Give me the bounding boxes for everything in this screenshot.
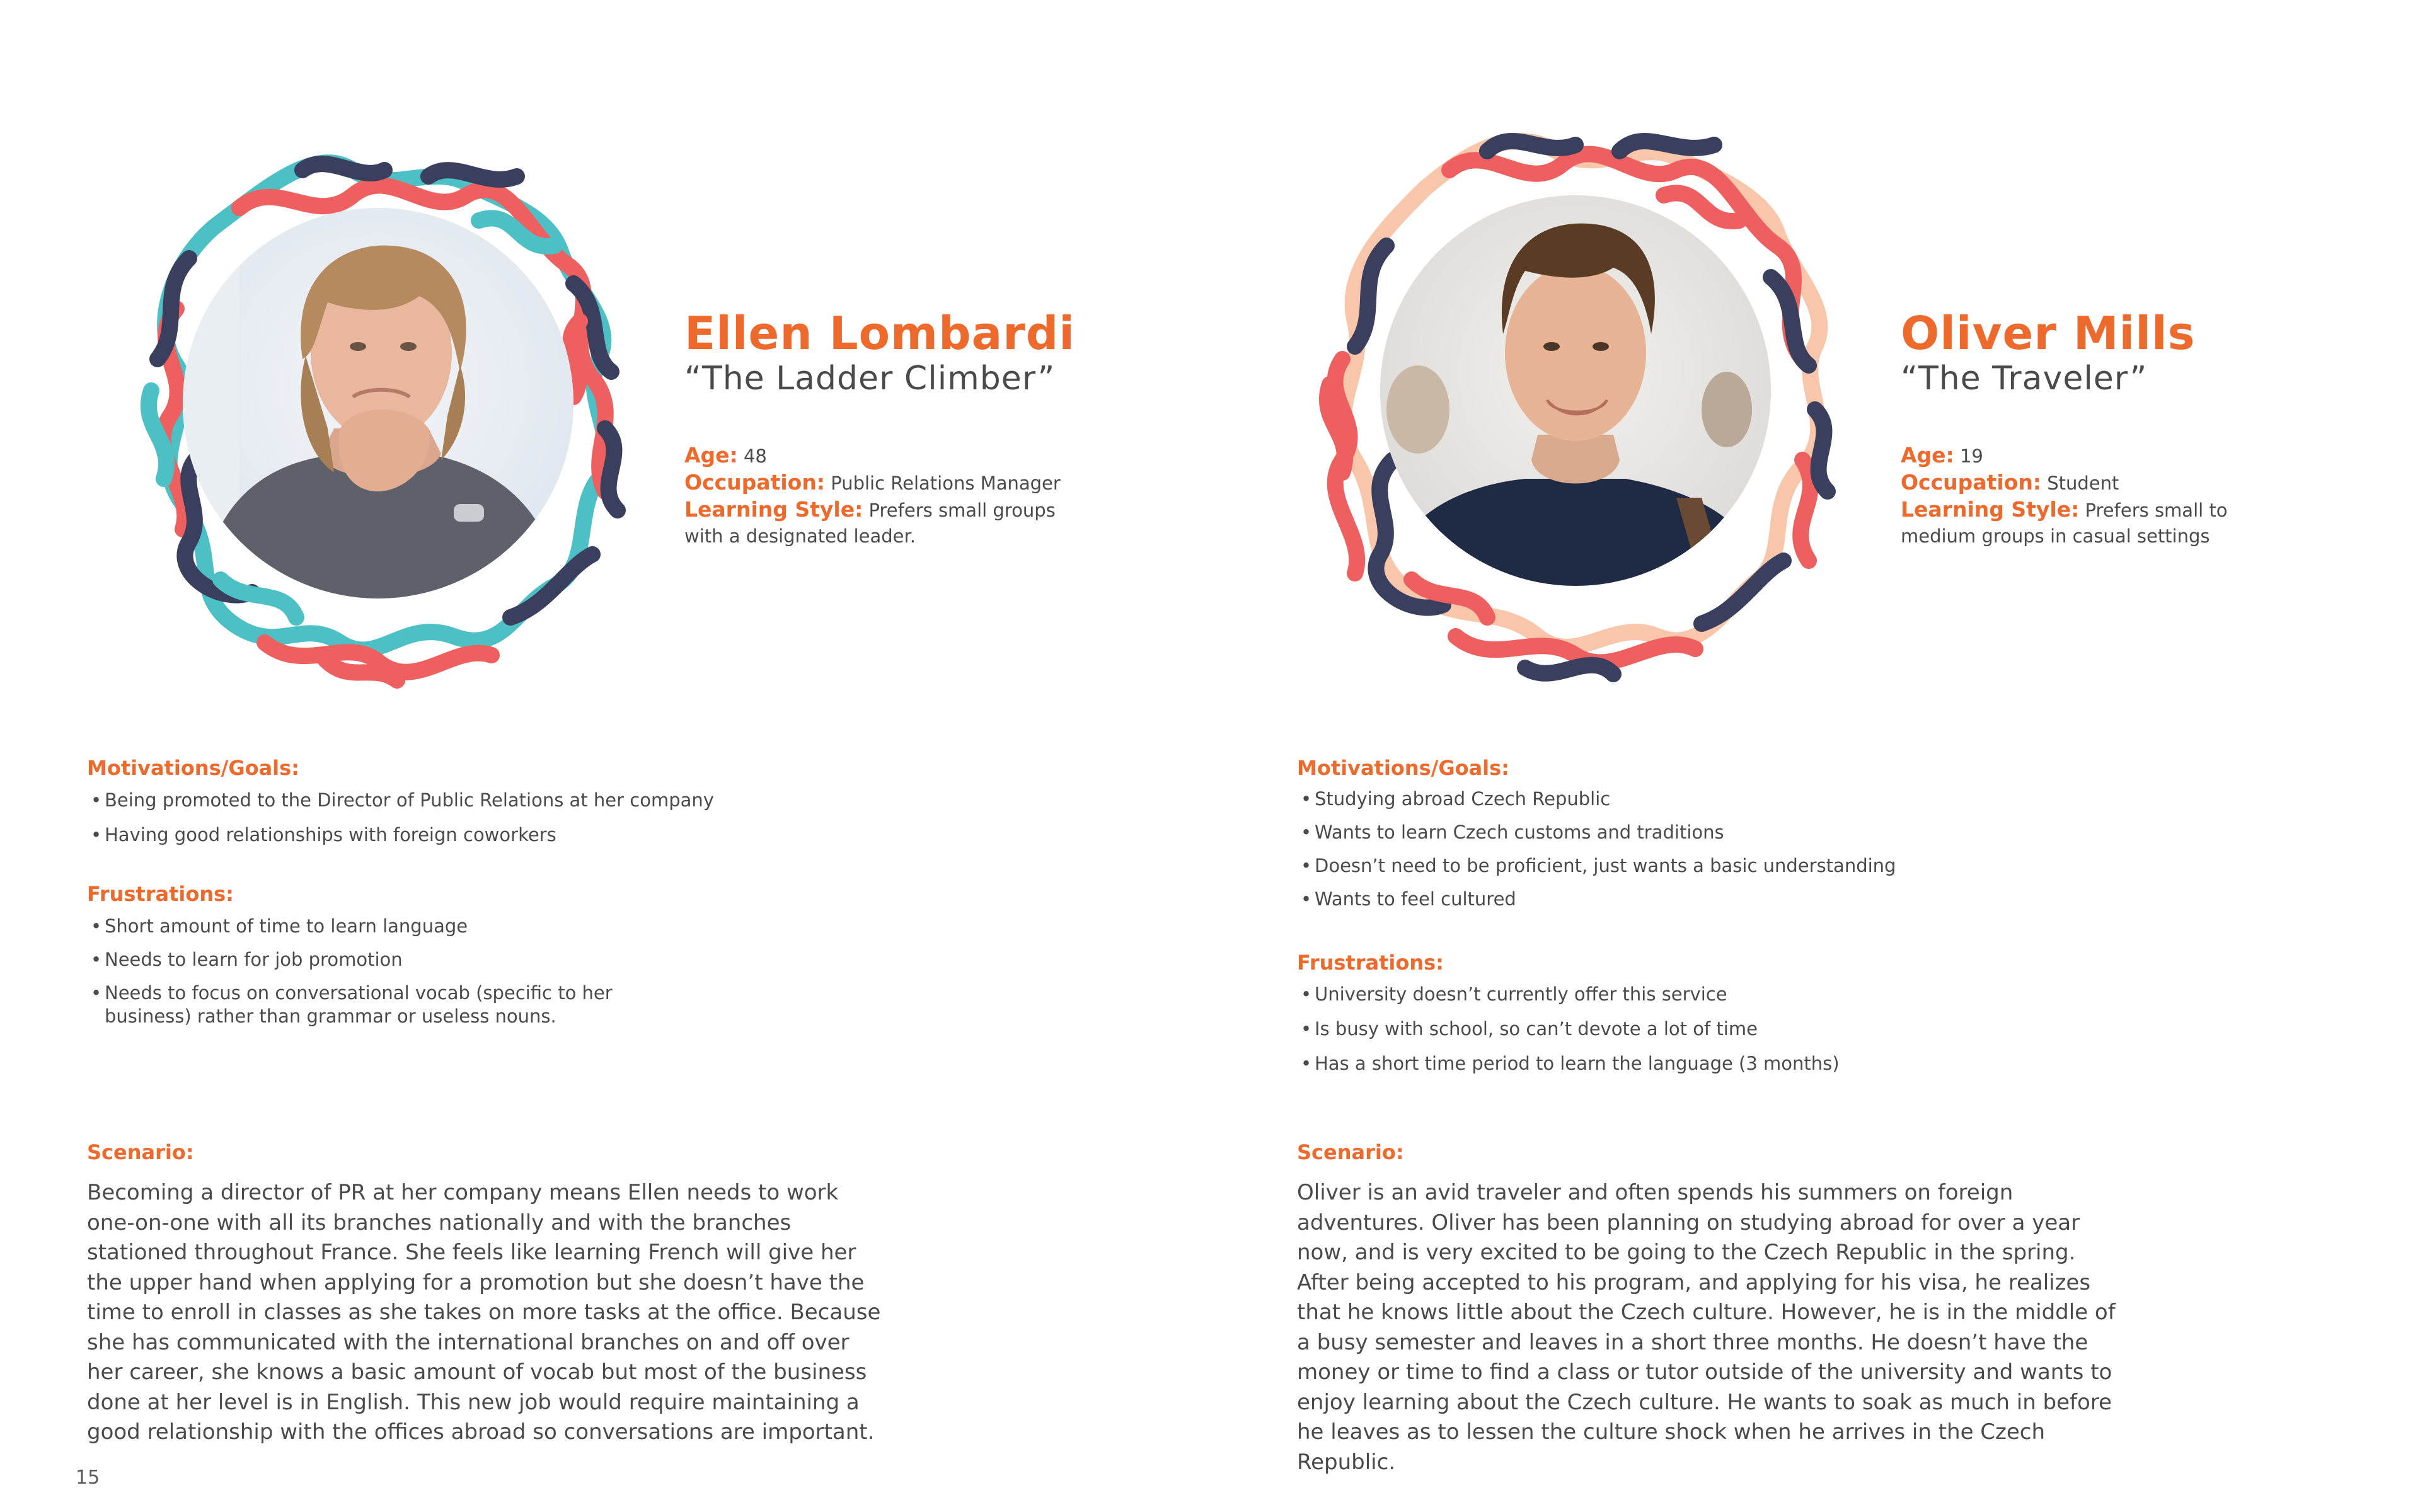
occupation-label: Occupation: <box>1901 470 2042 495</box>
motivations-list <box>1297 788 2053 922</box>
persona-name: Ellen Lombardi <box>684 307 1075 360</box>
persona-nickname: “The Traveler” <box>1901 360 2148 398</box>
decorative-squiggle-ring <box>76 101 668 718</box>
man-portrait-photo <box>1380 195 1771 586</box>
age-value: 19 <box>1959 445 1983 467</box>
scenario-paragraph: Oliver is an avid traveler and often spends his summers on foreign adventures. Oliver has been planning on studying abroad for over a year now, and is very excited to be going to the Czech Republic in the spring. After being accepted to his program, and applying for his visa, he realizes that he knows little about the Czech culture. However, he is in the middle of a busy semester and leaves in a short three months. He doesn’t have the money or time to find a class or tutor outside of the university and wants to enjoy learning about the Czech culture. He wants to soak as much in before he leaves as to lessen the culture shock when he arrives in the Czech Republic. <box>1297 1180 2116 1475</box>
decorative-squiggle-ring <box>1260 82 1891 718</box>
list-item: • Doesn’t need to be proficient, just wants a basic understanding <box>1297 854 2053 878</box>
occupation-row <box>684 469 1063 496</box>
learning-style-value: Prefers small groups with a designated leader. <box>684 500 1056 547</box>
page-number: 15 <box>76 1467 100 1489</box>
list-item: • Having good relationships with foreign coworkers <box>87 823 843 847</box>
list-item: • Wants to feel cultured <box>1297 888 2053 911</box>
persona-nickname: “The Ladder Climber” <box>684 360 1056 398</box>
scenario-title: Scenario: <box>1297 1140 1404 1164</box>
woman-portrait-photo <box>183 208 573 598</box>
persona-facts <box>1901 442 2304 549</box>
scenario-title: Scenario: <box>87 1140 194 1164</box>
list-item: • Needs to learn for job promotion <box>87 948 705 971</box>
learning-style-label: Learning Style: <box>684 497 863 522</box>
frustrations-title: Frustrations: <box>87 882 234 906</box>
age-row <box>684 442 1063 469</box>
persona-name: Oliver Mills <box>1901 307 2196 360</box>
age-label: Age: <box>684 443 738 467</box>
learning-style-row <box>1901 496 2304 549</box>
frustrations-title: Frustrations: <box>1297 951 1444 975</box>
list-item: • Being promoted to the Director of Public Relations at her company <box>87 789 843 812</box>
list-item: • Studying abroad Czech Republic <box>1297 788 2053 811</box>
frustrations-list <box>87 915 705 1040</box>
learning-style-row <box>684 496 1063 549</box>
persona-card-oliver <box>1210 0 2420 1512</box>
motivations-list <box>87 789 843 858</box>
list-item: • Short amount of time to learn language <box>87 915 705 938</box>
ellen-portrait-ring <box>76 101 668 718</box>
age-value: 48 <box>743 445 767 467</box>
occupation-value: Student <box>2047 472 2119 494</box>
motivations-title: Motivations/Goals: <box>1297 756 1509 780</box>
age-label: Age: <box>1901 443 1954 467</box>
occupation-row <box>1901 469 2304 496</box>
motivations-title: Motivations/Goals: <box>87 756 299 780</box>
list-item: • Has a short time period to learn the language (3 months) <box>1297 1052 2053 1075</box>
list-item: • Wants to learn Czech customs and traditions <box>1297 821 2053 844</box>
learning-style-label: Learning Style: <box>1901 497 2080 522</box>
occupation-label: Occupation: <box>684 470 826 495</box>
learning-style-value: Prefers small to medium groups in casual settings <box>1901 500 2228 547</box>
occupation-value: Public Relations Manager <box>831 472 1061 494</box>
list-item: • Needs to focus on conversational vocab (specific to her business) rather than grammar or useless nouns. <box>87 982 705 1028</box>
persona-facts <box>684 442 1063 549</box>
age-row <box>1901 442 2304 469</box>
list-item: • Is busy with school, so can’t devote a lot of time <box>1297 1017 2053 1041</box>
list-item: • University doesn’t currently offer this service <box>1297 983 2053 1006</box>
scenario-paragraph: Becoming a director of PR at her company means Ellen needs to work one-on-one with all its branches nationally and with the branches stationed throughout France. She feels like learning French will give her the upper hand when applying for a promotion but she doesn’t have the time to enroll in classes as she takes on more tasks at the office. Because she has communicated with the international branches on and off over her career, she knows a basic amount of vocab but most of the business done at her level is in English. This new job would require maintaining a good relationship with the offices abroad so conversations are important. <box>87 1180 881 1445</box>
oliver-portrait-ring <box>1260 82 1891 718</box>
frustrations-list <box>1297 983 2053 1087</box>
